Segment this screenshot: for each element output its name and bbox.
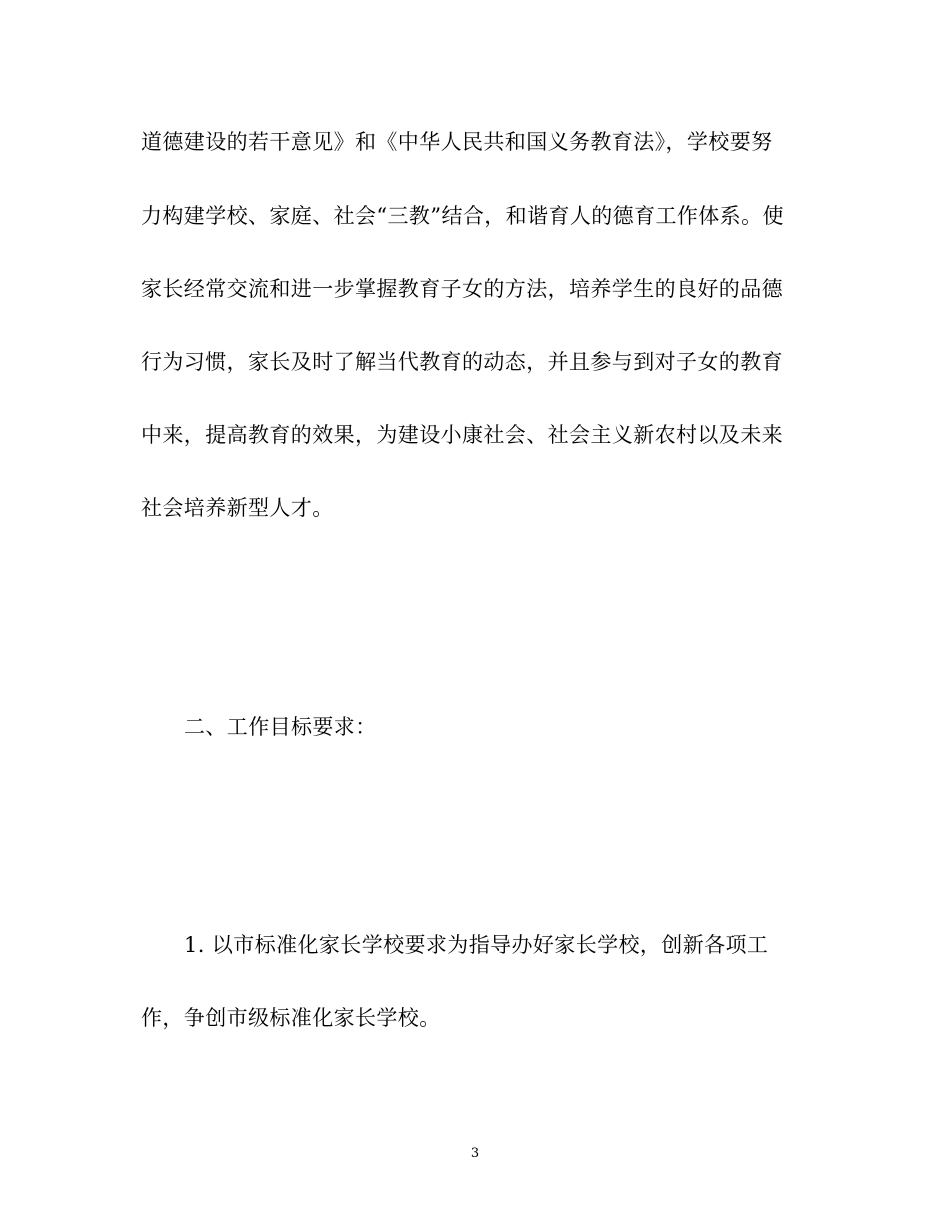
paragraph-line: 社会培养新型人才。 xyxy=(141,496,334,520)
paragraph-line: 行为习惯，家长及时了解当代教育的动态，并且参与到对子女的教育 xyxy=(141,350,783,374)
paragraph-line: 中来，提高教育的效果，为建设小康社会、社会主义新农村以及未来 xyxy=(141,423,783,447)
paragraph-line: 力构建学校、家庭、社会“三教”结合，和谐育人的德育工作体系。使 xyxy=(141,204,784,228)
section-heading: 二、工作目标要求： xyxy=(184,715,377,739)
page-number: 3 xyxy=(470,1146,480,1161)
paragraph-line: 作，争创市级标准化家长学校。 xyxy=(141,1006,441,1030)
paragraph-line: 道德建设的若干意见》和《中华人民共和国义务教育法》，学校要努 xyxy=(141,130,773,154)
paragraph-line: 1. 以市标准化家长学校要求为指导办好家长学校，创新各项工 xyxy=(184,933,769,957)
paragraph-line: 家长经常交流和进一步掌握教育子女的方法，培养学生的良好的品德 xyxy=(141,277,783,301)
